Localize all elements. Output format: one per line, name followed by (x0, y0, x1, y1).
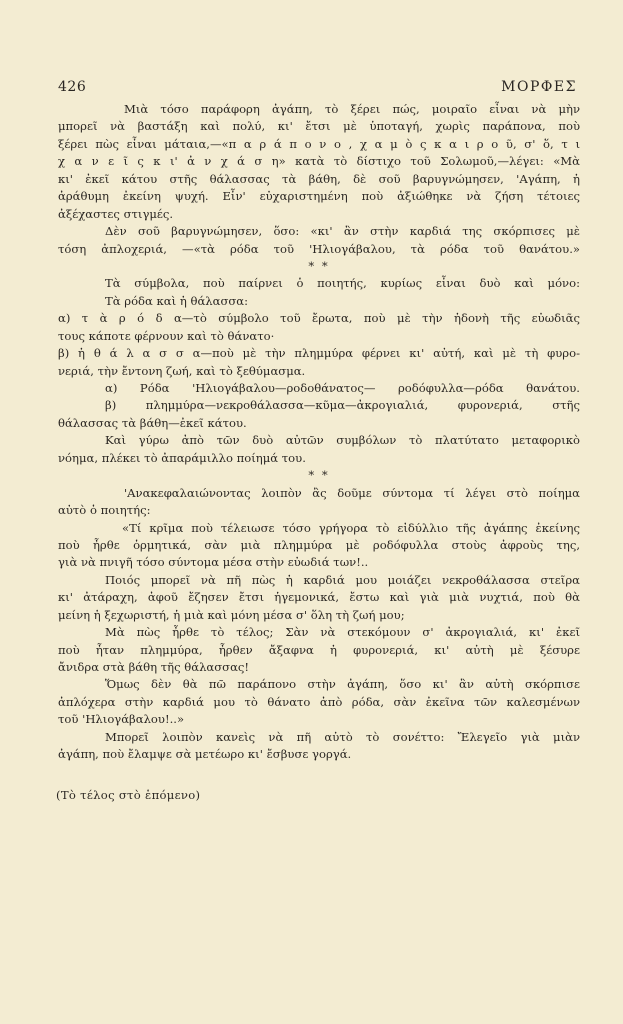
paragraph-line: Τὰ σύμβολα, ποὺ παίρνει ὁ ποιητής, κυρίως εἶναι δυὸ καὶ μόνο: (105, 276, 580, 291)
paragraph-line: Δὲν σοῦ βαρυγνώμησεν, ὅσο: «κι' ἂν στὴν καρδιά της σκόρπισες μὲ (105, 224, 580, 239)
paragraph-line: ἀπλόχερα στὴν καρδιά μου τὸ θάνατο ἀπὸ ρόδα, σὰν ἐκεῖνα τῶν καλεσμένων (58, 694, 580, 709)
paragraph-line: 'Ανακεφαλαιώνοντας λοιπὸν ἂς δοῦμε σύντομα τί λέγει στὸ ποίημα (124, 485, 580, 500)
paragraph-line: Ποιός μπορεῖ νὰ πῆ πὼς ἡ καρδιά μου μοιάζει νεκροθάλασσα στεῖρα (105, 572, 580, 587)
paragraph-line: α) Ρόδα 'Ηλιογάβαλου—ροδοθάνατος— ροδόφυλλα—ρόδα θανάτου. (105, 381, 580, 395)
paragraph-line: Ὅμως δὲν θὰ πῶ παράπονο στὴν ἀγάπη, ὅσο κι' ἂν αὐτὴ σκόρπισε (105, 677, 580, 692)
paragraph-line: β) ἡ θ ά λ α σ σ α—ποὺ μὲ τὴν πλημμύρα φέρνει κι' αὐτή, καὶ μὲ τὴ φυρο- (58, 346, 580, 361)
paragraph-line: ἀγάπη, ποὺ ἔλαμψε σὰ μετέωρο κι' ἔσβυσε γοργά. (58, 747, 352, 762)
article-body (58, 101, 580, 764)
paragraph-line: Μιὰ τόσο παράφορη ἀγάπη, τὸ ξέρει πώς, μοιραῖο εἶναι νὰ μὴν (124, 102, 580, 116)
paragraph-line: Τὰ ρόδα καὶ ἡ θάλασσα: (105, 293, 249, 308)
paragraph-line: κι' ἀτάραχη, ἀφοῦ ἔζησεν ἔτσι ἡγεμονικά, ἔστω καὶ γιὰ μιὰ νυχτιά, ποὺ θὰ (58, 590, 580, 605)
paragraph-line: μπορεῖ νὰ βαστάξη καὶ πολύ, κι' ἔτσι μὲ ὑποταγή, χωρὶς παράπονα, ποὺ (58, 119, 580, 134)
paragraph-line: τους κάποτε φέρνουν καὶ τὸ θάνατο· (58, 328, 275, 343)
paragraph-line: ξέρει πὼς εἶναι μάταια,—«π α ρ ά π ο ν ο , χ α μ ὸ ς κ α ι ρ ο ῦ, σ' ὅ, τ ι (58, 136, 580, 151)
paragraph-line: Μπορεῖ λοιπὸν κανεὶς νὰ πῆ αὐτὸ τὸ σονέττο: Ἔλεγεῖο γιὰ μιὰν (105, 729, 580, 744)
paragraph-line: μείνη ἡ ξεχωριστή, ἡ μιὰ καὶ μόνη μέσα σ' ὅλη τὴ ζωή μου; (58, 607, 405, 622)
paragraph-line: β) πλημμύρα—νεκροθάλασσα—κῦμα—ἀκρογιαλιά, φυρονεριά, στῆς (105, 398, 580, 413)
paragraph-line: Μὰ πὼς ἦρθε τὸ τέλος; Σὰν νὰ στεκόμουν σ' ἀκρογιαλιά, κι' ἐκεῖ (105, 625, 580, 640)
paragraph-line: τόση ἀπλοχεριά, —«τὰ ρόδα τοῦ 'Ηλιογάβαλου, τὰ ρόδα τοῦ θανάτου.» (58, 241, 580, 256)
paragraph-line: ποὺ ἦταν πλημμύρα, ἦρθεν ἄξαφνα ἡ φυρονεριά, κι' αὐτὴ μὲ ξέσυρε (58, 642, 580, 657)
page-number: 426 (58, 79, 87, 95)
paragraph-line: χ α ν ε ῖ ς κ ι' ἀ ν χ ά σ η» κατὰ τὸ δίστιχο τοῦ Σολωμοῦ,—λέγει: «Μὰ (58, 154, 580, 169)
paragraph-line: γιὰ νὰ πνιγῆ τόσο σύντομα μέσα στὴν εὐωδιά των!.. (58, 555, 369, 570)
paragraph-line: νόημα, πλέκει τὸ ἀπαράμιλλο ποίημά του. (58, 450, 306, 465)
paragraph-line: Καὶ γύρω ἀπὸ τῶν δυὸ αὐτῶν συμβόλων τὸ πλατύτατο μεταφορικὸ (105, 433, 580, 448)
paragraph-line: α) τ ὰ ρ ό δ α—τὸ σύμβολο τοῦ ἔρωτα, ποὺ μὲ τὴν ἡδονὴ τῆς εὐωδιᾶς (58, 311, 580, 326)
running-head: ΜΟΡΦΕΣ (501, 79, 577, 95)
section-divider: * * (308, 258, 330, 273)
paragraph-line: αὐτὸ ὁ ποιητής: (58, 503, 151, 518)
paragraph-line: τοῦ 'Ηλιογάβαλου!..» (58, 712, 185, 727)
paragraph-line: νεριά, τὴν ἔντονη ζωή, καὶ τὸ ξεθύμασμα. (58, 363, 306, 378)
paragraph-line: θάλασσας τὰ βάθη—ἐκεῖ κάτου. (58, 415, 247, 430)
section-divider: * * (308, 468, 330, 483)
paragraph-line: «Τί κρῖμα ποὺ τέλειωσε τόσο γρήγορα τὸ εἰδύλλιο τῆς ἀγάπης ἐκείνης (122, 520, 580, 535)
paragraph-line: ἀράθυμη ἐκείνη ψυχή. Εἶν' εὐχαριστημένη ποὺ ἀξιώθηκε νὰ ζήση τέτοιες (58, 189, 580, 204)
paragraph-line: ἀξέχαστες στιγμές. (58, 206, 174, 221)
paragraph-line: κι' ἐκεῖ κάτου στῆς θάλασσας τὰ βάθη, δὲ σοῦ βαρυγνώμησεν, 'Αγάπη, ἡ (58, 171, 580, 186)
continuation-note: (Τὸ τέλος στὸ ἑπόμενο) (56, 788, 201, 802)
paragraph-line: ἄνιδρα στὰ βάθη τῆς θάλασσας! (58, 660, 250, 674)
paragraph-line: ποὺ ἦρθε ὁρμητικά, σὰν μιὰ πλημμύρα μὲ ροδόφυλλα στοὺς ἀφροὺς της, (58, 537, 580, 552)
